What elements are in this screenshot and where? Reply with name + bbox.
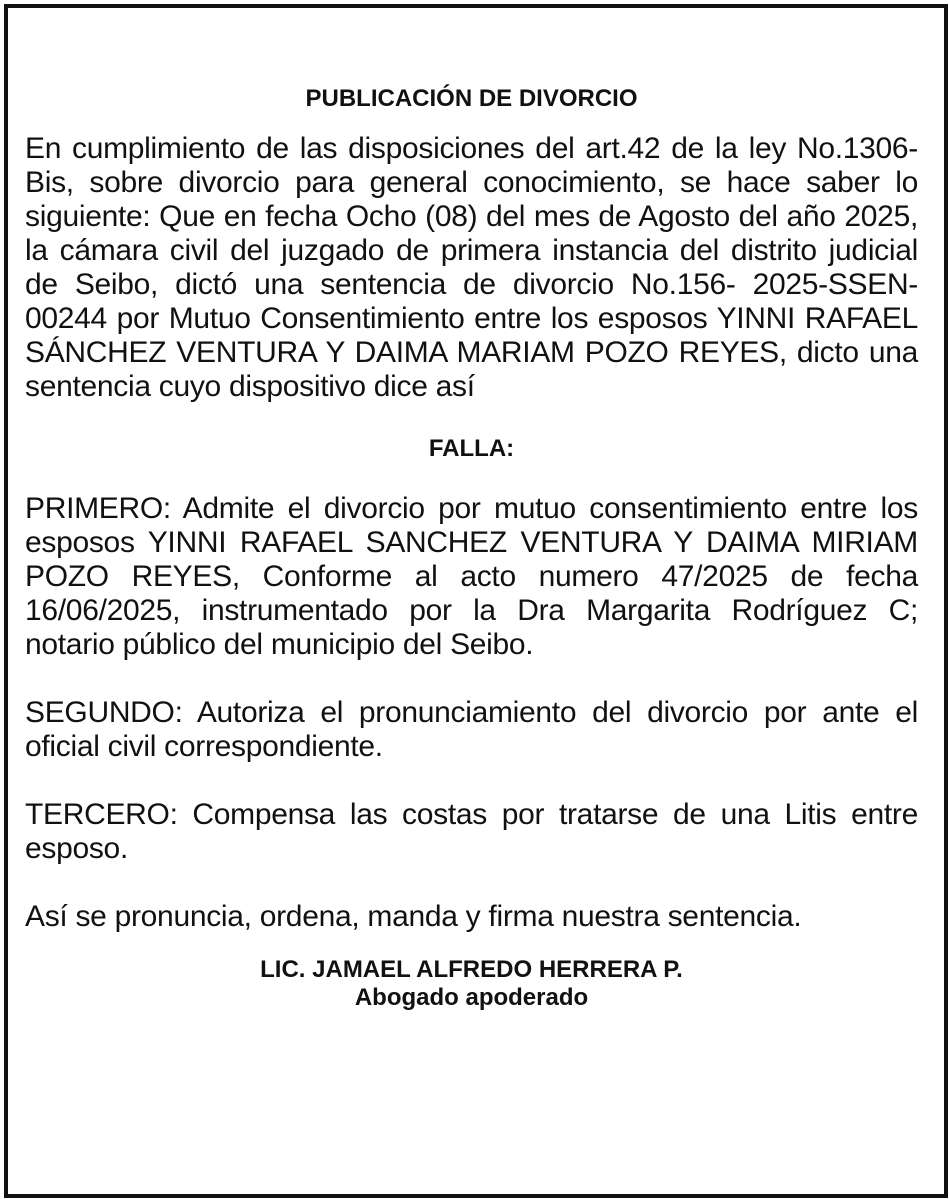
document-title: PUBLICACIÓN DE DIVORCIO xyxy=(305,85,638,112)
document-body xyxy=(25,84,918,1012)
signature-role: Abogado apoderado xyxy=(354,984,589,1011)
segundo-paragraph: SEGUNDO: Autoriza el pronunciamiento del divorcio por ante el oficial civil correspondiente. xyxy=(25,696,918,763)
falla-heading: FALLA: xyxy=(428,435,515,462)
closing-paragraph: Así se pronuncia, ordena, manda y firma nuestra sentencia. xyxy=(25,900,802,933)
primero-paragraph: PRIMERO: Admite el divorcio por mutuo consentimiento entre los esposos YINNI RAFAEL SANCHEZ VENTURA Y DAIMA MIRIAM POZO REYES, Conforme al acto numero 47/2025 de fecha 16/06/2025, instrumentado por la Dra Margarita Rodríguez C; notario público del municipio del Seibo. xyxy=(25,492,918,661)
intro-paragraph: En cumplimiento de las disposiciones del art.42 de la ley No.1306-Bis, sobre divorcio para general conocimiento, se hace saber lo siguiente: Que en fecha Ocho (08) del mes de Agosto del año 2025, la cámara civil del juzgado de primera instancia del distrito judicial de Seibo, dictó una sentencia de divorcio No.156- 2025-SSEN-00244 por Mutuo Consentimiento entre los esposos YINNI RAFAEL SÁNCHEZ VENTURA Y DAIMA MARIAM POZO REYES, dicto una sentencia cuyo dispositivo dice así xyxy=(25,132,918,403)
signature-name: LIC. JAMAEL ALFREDO HERRERA P. xyxy=(260,956,683,983)
signature-block xyxy=(25,956,918,1012)
tercero-paragraph: TERCERO: Compensa las costas por tratarse de una Litis entre esposo. xyxy=(25,798,918,865)
